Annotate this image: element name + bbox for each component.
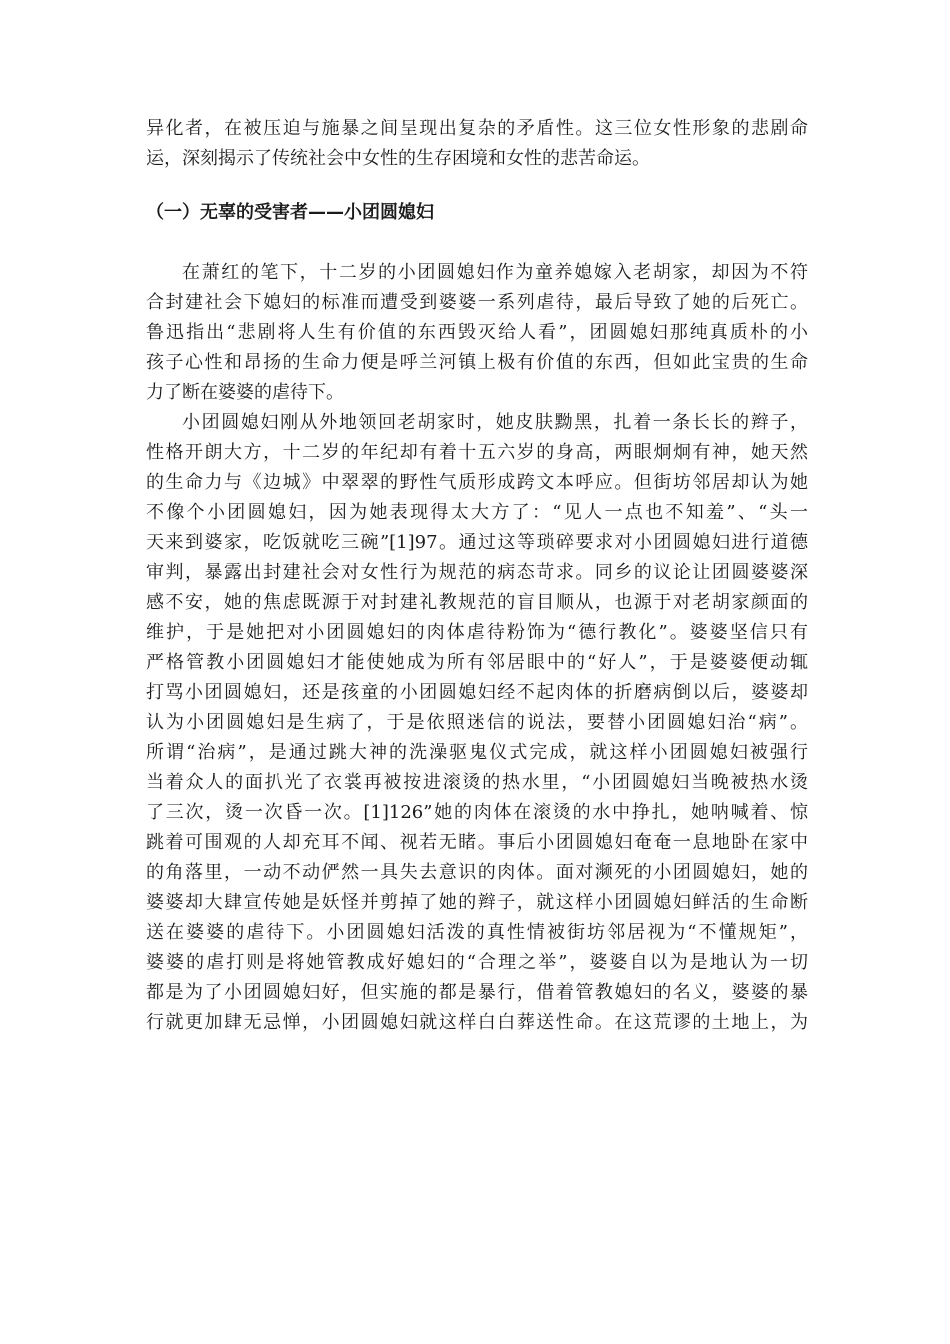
text-line: 行就更加肆无忌惮，小团圆媳妇就这样白白葬送性命。在这荒谬的土地上，为 — [146, 1012, 808, 1033]
text-line: 孩子心性和昂扬的生命力便是呼兰河镇上极有价值的东西，但如此宝贵的生命 — [146, 352, 808, 373]
document-body — [146, 114, 808, 1038]
text-line: 鲁迅指出“悲剧将人生有价值的东西毁灭给人看”，团圆媳妇那纯真质朴的小 — [146, 322, 808, 343]
text-line: 的角落里，一动不动俨然一具失去意识的肉体。面对濒死的小团圆媳妇，她的 — [146, 862, 808, 883]
text-line: 合封建社会下媳妇的标准而遭受到婆婆一系列虐待，最后导致了她的后死亡。 — [146, 292, 808, 313]
text-line: 天来到婆家，吃饭就吃三碗”[1]97。通过这等琐碎要求对小团圆媳妇进行道德 — [146, 532, 808, 553]
section-heading: （一）无辜的受害者——小团圆媳妇 — [146, 202, 434, 223]
text-line: 打骂小团圆媳妇，还是孩童的小团圆媳妇经不起肉体的折磨病倒以后，婆婆却 — [146, 682, 808, 703]
text-line: 力了断在婆婆的虐待下。 — [146, 382, 344, 403]
text-line: 审判，暴露出封建社会对女性行为规范的病态苛求。同乡的议论让团圆婆婆深 — [146, 562, 808, 583]
intro-paragraph — [146, 114, 808, 174]
text-line: 在萧红的笔下，十二岁的小团圆媳妇作为童养媳嫁入老胡家，却因为不符 — [182, 262, 808, 283]
text-line: 认为小团圆媳妇是生病了，于是依照迷信的说法，要替小团圆媳妇治“病”。 — [146, 712, 808, 733]
text-line: 送在婆婆的虐待下。小团圆媳妇活泼的真性情被街坊邻居视为“不懂规矩”， — [146, 922, 808, 943]
text-line: 维护，于是她把对小团圆媳妇的肉体虐待粉饰为“德行教化”。婆婆坚信只有 — [146, 622, 808, 643]
text-line: 小团圆媳妇刚从外地领回老胡家时，她皮肤黝黑，扎着一条长长的辫子， — [182, 412, 808, 433]
paragraph-2 — [146, 408, 808, 1038]
text-line: 婆婆的虐打则是将她管教成好媳妇的“合理之举”，婆婆自以为是地认为一切 — [146, 952, 808, 973]
text-line: 了三次，烫一次昏一次。[1]126”她的肉体在滚烫的水中挣扎，她呐喊着、惊 — [146, 802, 808, 823]
text-line: 婆婆却大肆宣传她是妖怪并剪掉了她的辫子，就这样小团圆媳妇鲜活的生命断 — [146, 892, 808, 913]
text-line: 所谓“治病”，是通过跳大神的洗澡驱鬼仪式完成，就这样小团圆媳妇被强行 — [146, 742, 808, 763]
text-line: 的生命力与《边城》中翠翠的野性气质形成跨文本呼应。但街坊邻居却认为她 — [146, 472, 808, 493]
text-line: 不像个小团圆媳妇，因为她表现得太大方了：“见人一点也不知羞”、“头一 — [146, 502, 808, 523]
text-line: 运，深刻揭示了传统社会中女性的生存困境和女性的悲苦命运。 — [146, 148, 650, 169]
text-line: 当着众人的面扒光了衣裳再被按进滚烫的热水里，“小团圆媳妇当晚被热水烫 — [146, 772, 808, 793]
paragraph-1 — [146, 258, 808, 408]
text-line: 性格开朗大方，十二岁的年纪却有着十五六岁的身高，两眼炯炯有神，她天然 — [146, 442, 808, 463]
text-line: 感不安，她的焦虑既源于对封建礼教规范的盲目顺从，也源于对老胡家颜面的 — [146, 592, 808, 613]
text-line: 严格管教小团圆媳妇才能使她成为所有邻居眼中的“好人”，于是婆婆便动辄 — [146, 652, 808, 673]
text-line: 都是为了小团圆媳妇好，但实施的都是暴行，借着管教媳妇的名义，婆婆的暴 — [146, 982, 808, 1003]
text-line: 异化者，在被压迫与施暴之间呈现出复杂的矛盾性。这三位女性形象的悲剧命 — [146, 118, 808, 139]
text-line: 跳着可围观的人却充耳不闻、视若无睹。事后小团圆媳妇奄奄一息地卧在家中 — [146, 832, 808, 853]
